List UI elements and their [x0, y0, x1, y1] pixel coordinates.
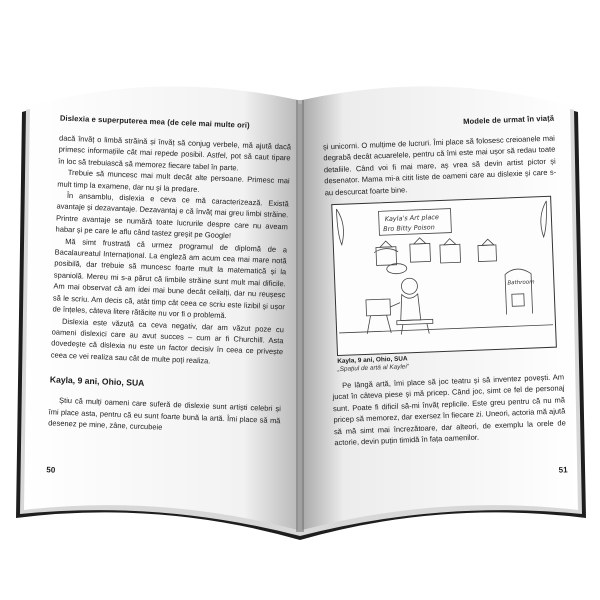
- page-number-left: 50: [46, 465, 56, 475]
- caption-name: Kayla, 9 ani, Ohio, SUA: [337, 355, 408, 366]
- door-text: Bathroom: [507, 279, 535, 287]
- child-drawing: [331, 196, 557, 356]
- caption-sub: „Spațiul de artă al Kaylei”: [337, 363, 410, 374]
- running-head-left: Dislexia e superputerea mea (de cele mai multe ori): [59, 113, 250, 130]
- paragraph: dacă învăț o limbă străină și învăț să conjug verbele, mă ajută dacă primesc informațiile cât mai repede posibil. Astfel, pot să caut tipare în loc să trebuiască să memorez fiecare tabel în parte.: [58, 133, 292, 173]
- running-head-right: Modele de urmat în viață: [462, 113, 555, 127]
- paragraph: În ansamblu, dislexia e ceva ce mă caracterizează. Există avantaje și dezavantaje. Dezavantaj e că învăț mai greu limbi străine. Printre avantaje se numără toate lucrurile despre care nu aveam habar și pe care le aflu când tastez greșit pe Google!: [55, 190, 289, 241]
- section-heading: Kayla, 9 ani, Ohio, SUA: [49, 374, 145, 389]
- paragraph: Trebuie să muncesc mai mult decât alte persoane. Primesc mai mult timp la examene, dar nu și la predare.: [57, 168, 290, 194]
- right-page: [322, 113, 568, 475]
- paragraph: Știu că mulți oameni care suferă de dislexie sunt artiști celebri și îmi place asta, pentru că eu sunt foarte bună la artă. Îmi place să mă desenez pe mine, zâne, curcubeie: [48, 395, 282, 432]
- paragraph: și unicorni. O mulțime de lucruri. Îmi place să folosesc creioanele mai degrabă decât acuarelele, pentru că îmi este mai ușor să redau toate detaliile. Când voi fi mai mare, aș vrea să devin artist pictor și desenator. Mama mi-a citit liste de oameni care au dislexie și care s-au descurcat foarte bine.: [322, 133, 557, 198]
- sign-text-2: Bro Bitty Poison: [383, 223, 435, 234]
- drawing-illustration: [332, 197, 556, 355]
- page-number-right: 51: [558, 465, 568, 475]
- sign-text-1: Kayla's Art place: [384, 213, 440, 224]
- left-page: [46, 113, 292, 475]
- paragraph: Mă simt frustrată că urmez programul de diplomă de a Bacalaureatul Internațional. La engleză am acum cea mai mare notă posibilă, dar trebuie să muncesc foarte mult la matematică și la spaniolă. Mereu mi s-a părut că limbile străine sunt mult mai dificile. Am mai observat că am idei mai bune decât ceilalți, dar nu reușesc să le scriu. Am decis că, atât timp cât ceea ce scriu este lizibil și ușor de înțeles, câteva litere rătăcite nu vor fi o problemă.: [52, 236, 288, 321]
- paragraph: Pe lângă artă, îmi place să joc teatru și să inventez povești. Am jucat în câteva piese și mă pricep. Când joc, simt ce fel de personaj sunt. Poate fi dificil să-mi învăț replicile. Este greu pentru că nu mă pricep să memorez, dar exersez în fiecare zi. Uneori, actoria mă ajută să mă simt mai încrezătoare, dar alteori, de exemplu la orele de actorie, devin puțin timidă în fața oamenilor.: [332, 372, 566, 448]
- paragraph: Dislexia este văzută ca ceva negativ, dar am văzut poze cu oameni dislexici care au avut succes – cum ar fi Churchill. Asta dovedește că dislexia nu este un factor decisiv în ceea ce privește ceea ce vei realiza sau cât de multe poți realiza.: [50, 316, 285, 366]
